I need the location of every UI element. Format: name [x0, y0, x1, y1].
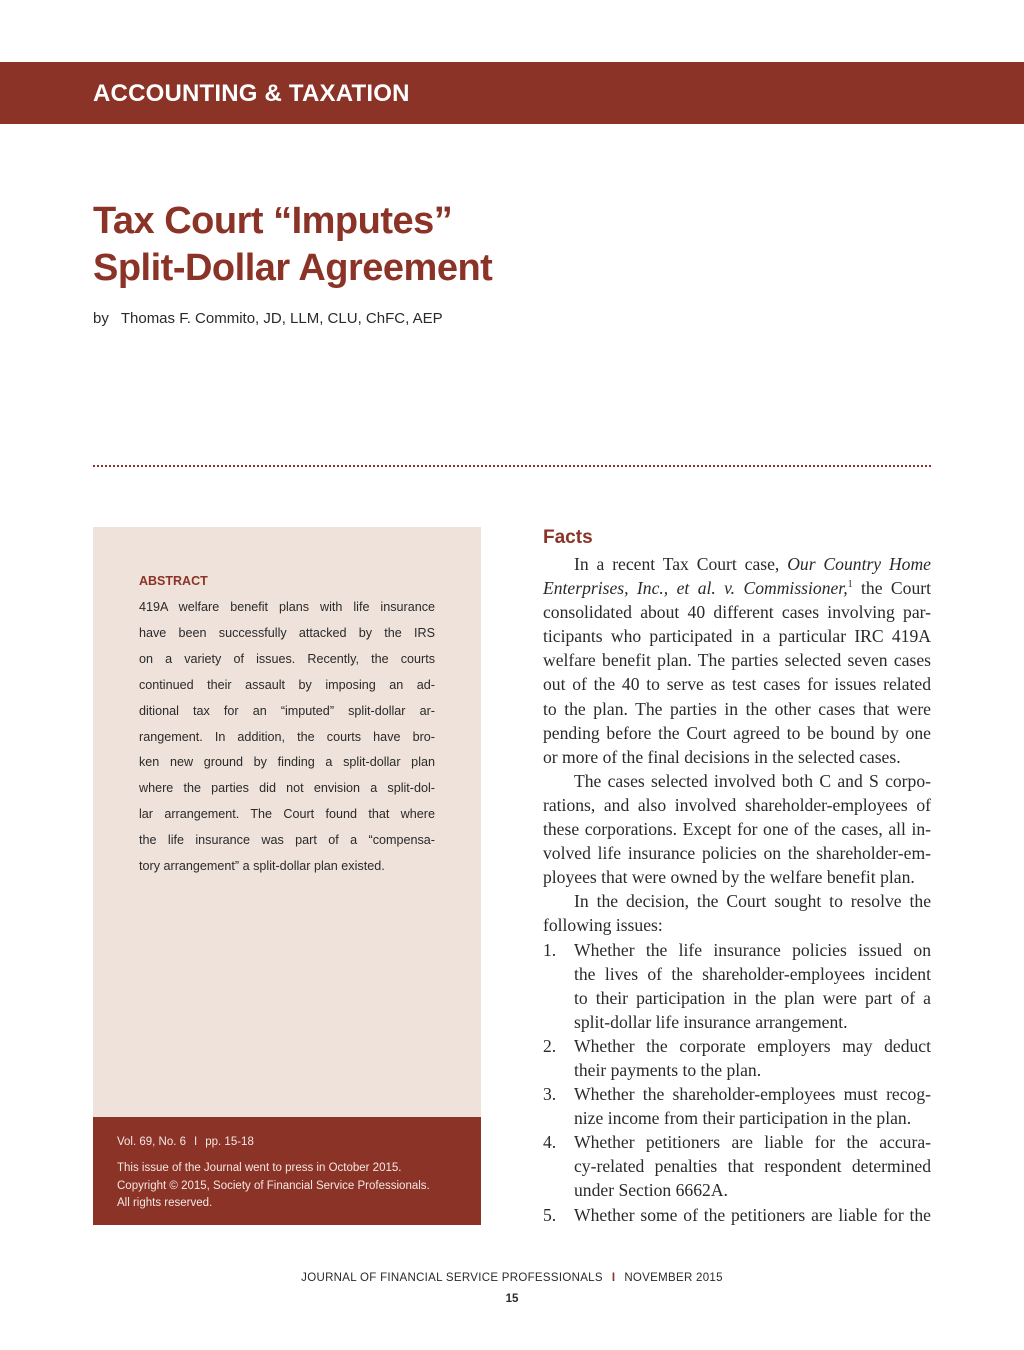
issue-number: 1. [543, 939, 557, 960]
body-line: consolidated about 40 different cases involving par- [543, 602, 931, 623]
case-name: Enterprises, Inc., et al. v. Commissioner, [543, 578, 848, 599]
dotted-divider [93, 465, 931, 467]
body-line: volved life insurance policies on the shareholder-em- [543, 843, 931, 864]
body-line: these corporations. Except for one of the cases, all in- [543, 819, 931, 840]
author-name: Thomas F. Commito, JD, LLM, CLU, ChFC, AEP [120, 310, 443, 327]
issue-line: Whether the life insurance policies issued on [574, 939, 931, 960]
body-line: to the plan. The parties in the other cases that were [543, 698, 931, 719]
article-title [93, 198, 492, 292]
by-label: by [93, 310, 109, 327]
running-footer [0, 1270, 1024, 1286]
article-title-line-1: Tax Court “Imputes” [93, 200, 453, 242]
issue-line: split-dollar life insurance arrangement. [574, 1011, 848, 1032]
abstract-line: where the parties did not envision a split-dol- [139, 781, 435, 796]
facts-body [543, 552, 931, 1227]
page-range: pp. 15-18 [205, 1136, 254, 1148]
body-line: following issues: [543, 915, 663, 936]
footer-separator: I [611, 1272, 616, 1284]
abstract-text [139, 595, 435, 880]
abstract-line: tory arrangement” a split-dollar plan existed. [139, 859, 385, 874]
issue-line: Whether some of the petitioners are liable for the [574, 1204, 931, 1225]
abstract-heading: ABSTRACT [139, 574, 208, 588]
issue-line: their payments to the plan. [574, 1059, 762, 1080]
volume-number: Vol. 69, No. 6 [117, 1136, 187, 1148]
abstract-line: ken new ground by finding a split-dollar plan [139, 755, 435, 770]
copyright-notice: Copyright © 2015, Society of Financial Service Professionals. [117, 1179, 430, 1192]
publication-note [117, 1160, 430, 1213]
issue-number: 5. [543, 1204, 557, 1225]
issue-item [543, 1082, 931, 1130]
issue-number: 2. [543, 1035, 557, 1056]
facts-heading: Facts [543, 527, 593, 548]
body-line: The cases selected involved both C and S corpo- [574, 770, 931, 791]
issue-date: NOVEMBER 2015 [624, 1272, 723, 1284]
issue-line: the lives of the shareholder-employees incident [574, 963, 931, 984]
rights-notice: All rights reserved. [117, 1197, 213, 1209]
body-line: In a recent Tax Court case, Our Country Home [574, 554, 931, 574]
article-title-line-2: Split-Dollar Agreement [93, 247, 493, 289]
issue-number: 3. [543, 1084, 557, 1105]
issue-item [543, 1034, 931, 1082]
case-name: Our Country Home [787, 554, 931, 574]
abstract-line: on a variety of issues. Recently, the courts [139, 651, 435, 666]
abstract-line: have been successfully attacked by the IRS [139, 625, 435, 640]
byline [93, 309, 443, 329]
body-line: out of the 40 to serve as test cases for issues related [543, 674, 931, 695]
abstract-line: lar arrangement. The Court found that where [139, 807, 435, 822]
issue-line: cy-related penalties that respondent determined [574, 1156, 931, 1177]
volume-separator: I [194, 1136, 198, 1148]
body-line: welfare benefit plan. The parties selected seven cases [543, 650, 931, 671]
body-line: Enterprises, Inc., et al. v. Commissioner,$^1$ the Court [543, 578, 931, 599]
abstract-line: rangement. In addition, the courts have bro- [139, 729, 435, 744]
page-number: 15 [505, 1293, 519, 1305]
issue-line: Whether the corporate employers may deduct [574, 1035, 931, 1056]
footnote-ref: 1 [847, 579, 853, 591]
body-line: ticipants who participated in a particular IRC 419A [543, 626, 931, 647]
press-note: This issue of the Journal went to press in October 2015. [117, 1162, 402, 1174]
issue-item [543, 1130, 931, 1202]
issue-item [543, 938, 931, 1034]
volume-line [117, 1134, 254, 1150]
journal-name: JOURNAL OF FINANCIAL SERVICE PROFESSIONALS [301, 1272, 603, 1284]
body-line: pending before the Court agreed to be bound by one [543, 722, 931, 743]
abstract-line: 419A welfare benefit plans with life insurance [139, 600, 435, 614]
section-label: ACCOUNTING & TAXATION [93, 80, 410, 107]
issue-line: to their participation in the plan were part of a [574, 987, 931, 1008]
abstract-line: continued their assault by imposing an ad- [139, 677, 435, 692]
issue-line: Whether petitioners are liable for the accura- [574, 1132, 931, 1153]
issue-line: nize income from their participation in the plan. [574, 1108, 912, 1129]
body-line: or more of the final decisions in the selected cases. [543, 746, 901, 767]
abstract-line: the life insurance was part of a “compensa- [139, 833, 435, 848]
body-line: In the decision, the Court sought to resolve the [574, 891, 931, 912]
body-line: rations, and also involved shareholder-employees of [543, 794, 931, 815]
abstract-line: ditional tax for an “imputed” split-dollar ar- [139, 703, 435, 718]
issue-line: under Section 6662A. [574, 1180, 728, 1201]
issue-number: 4. [543, 1132, 557, 1153]
body-line: ployees that were owned by the welfare benefit plan. [543, 867, 915, 888]
issue-item [543, 1203, 931, 1227]
issue-line: Whether the shareholder-employees must recog- [574, 1084, 931, 1105]
